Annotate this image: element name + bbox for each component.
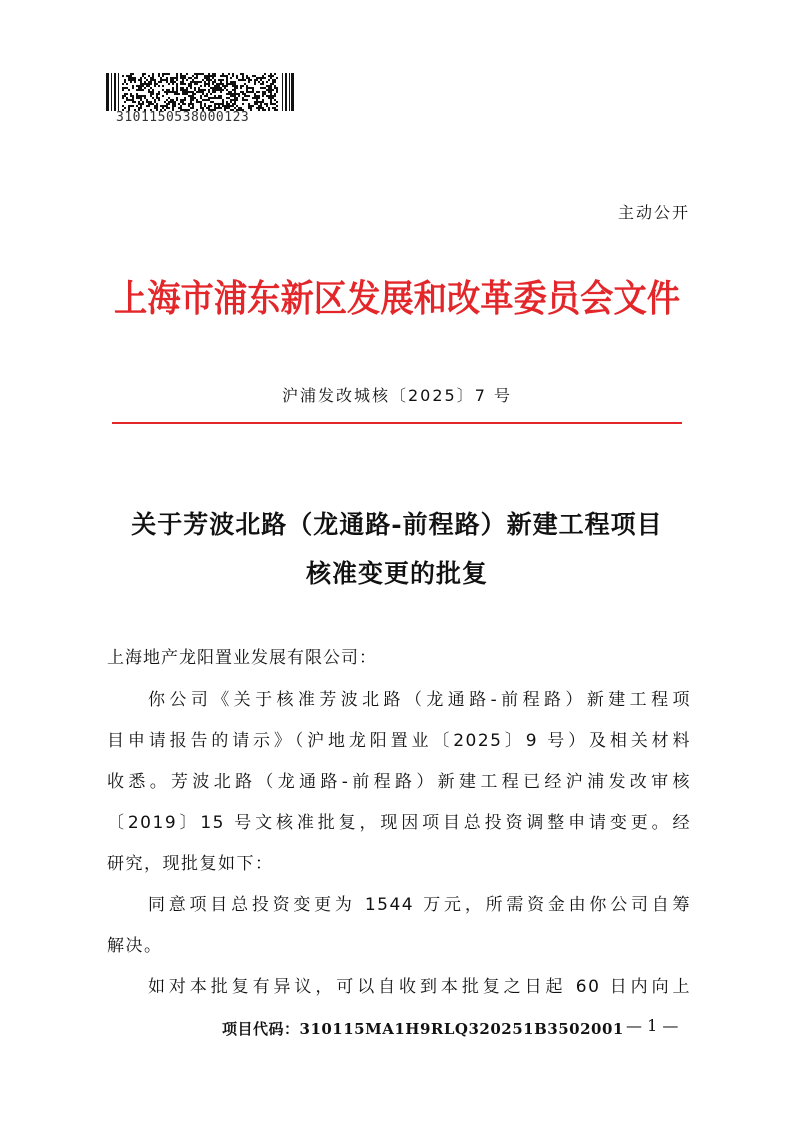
body-line: 收悉。芳波北路（龙通路-前程路）新建工程已经沪浦发改审核 <box>107 772 691 792</box>
body-line: 如对本批复有异议，可以自收到本批复之日起 60 日内向上 <box>148 977 691 997</box>
body-line: 解决。 <box>107 936 163 956</box>
page-number: — 1 — <box>626 1016 679 1035</box>
red-divider <box>112 422 682 424</box>
barcode-image <box>106 73 294 111</box>
project-code: 项目代码：310115MA1H9RLQ320251B3502001 <box>222 1020 624 1038</box>
barcode-number: 3101150538000123 <box>116 110 250 125</box>
body-line: 研究，现批复如下： <box>107 854 274 874</box>
body-line: 你公司《关于核准芳波北路（龙通路-前程路）新建工程项 <box>148 690 691 710</box>
document-title-line-1: 关于芳波北路（龙通路-前程路）新建工程项目 <box>131 510 663 539</box>
document-title-line-2: 核准变更的批复 <box>305 559 488 588</box>
body-line: 目申请报告的请示》（沪地龙阳置业〔2025〕9 号）及相关材料 <box>107 731 691 751</box>
issuer-header: 上海市浦东新区发展和改革委员会文件 <box>113 276 681 320</box>
body-line: 〔2019〕15 号文核准批复，现因项目总投资调整申请变更。经 <box>107 813 691 833</box>
disclosure-label: 主动公开 <box>617 203 690 222</box>
addressee: 上海地产龙阳置业发展有限公司： <box>107 648 377 668</box>
body-line: 同意项目总投资变更为 1544 万元，所需资金由你公司自筹 <box>148 895 691 915</box>
document-number: 沪浦发改城核〔2025〕7 号 <box>282 386 512 405</box>
